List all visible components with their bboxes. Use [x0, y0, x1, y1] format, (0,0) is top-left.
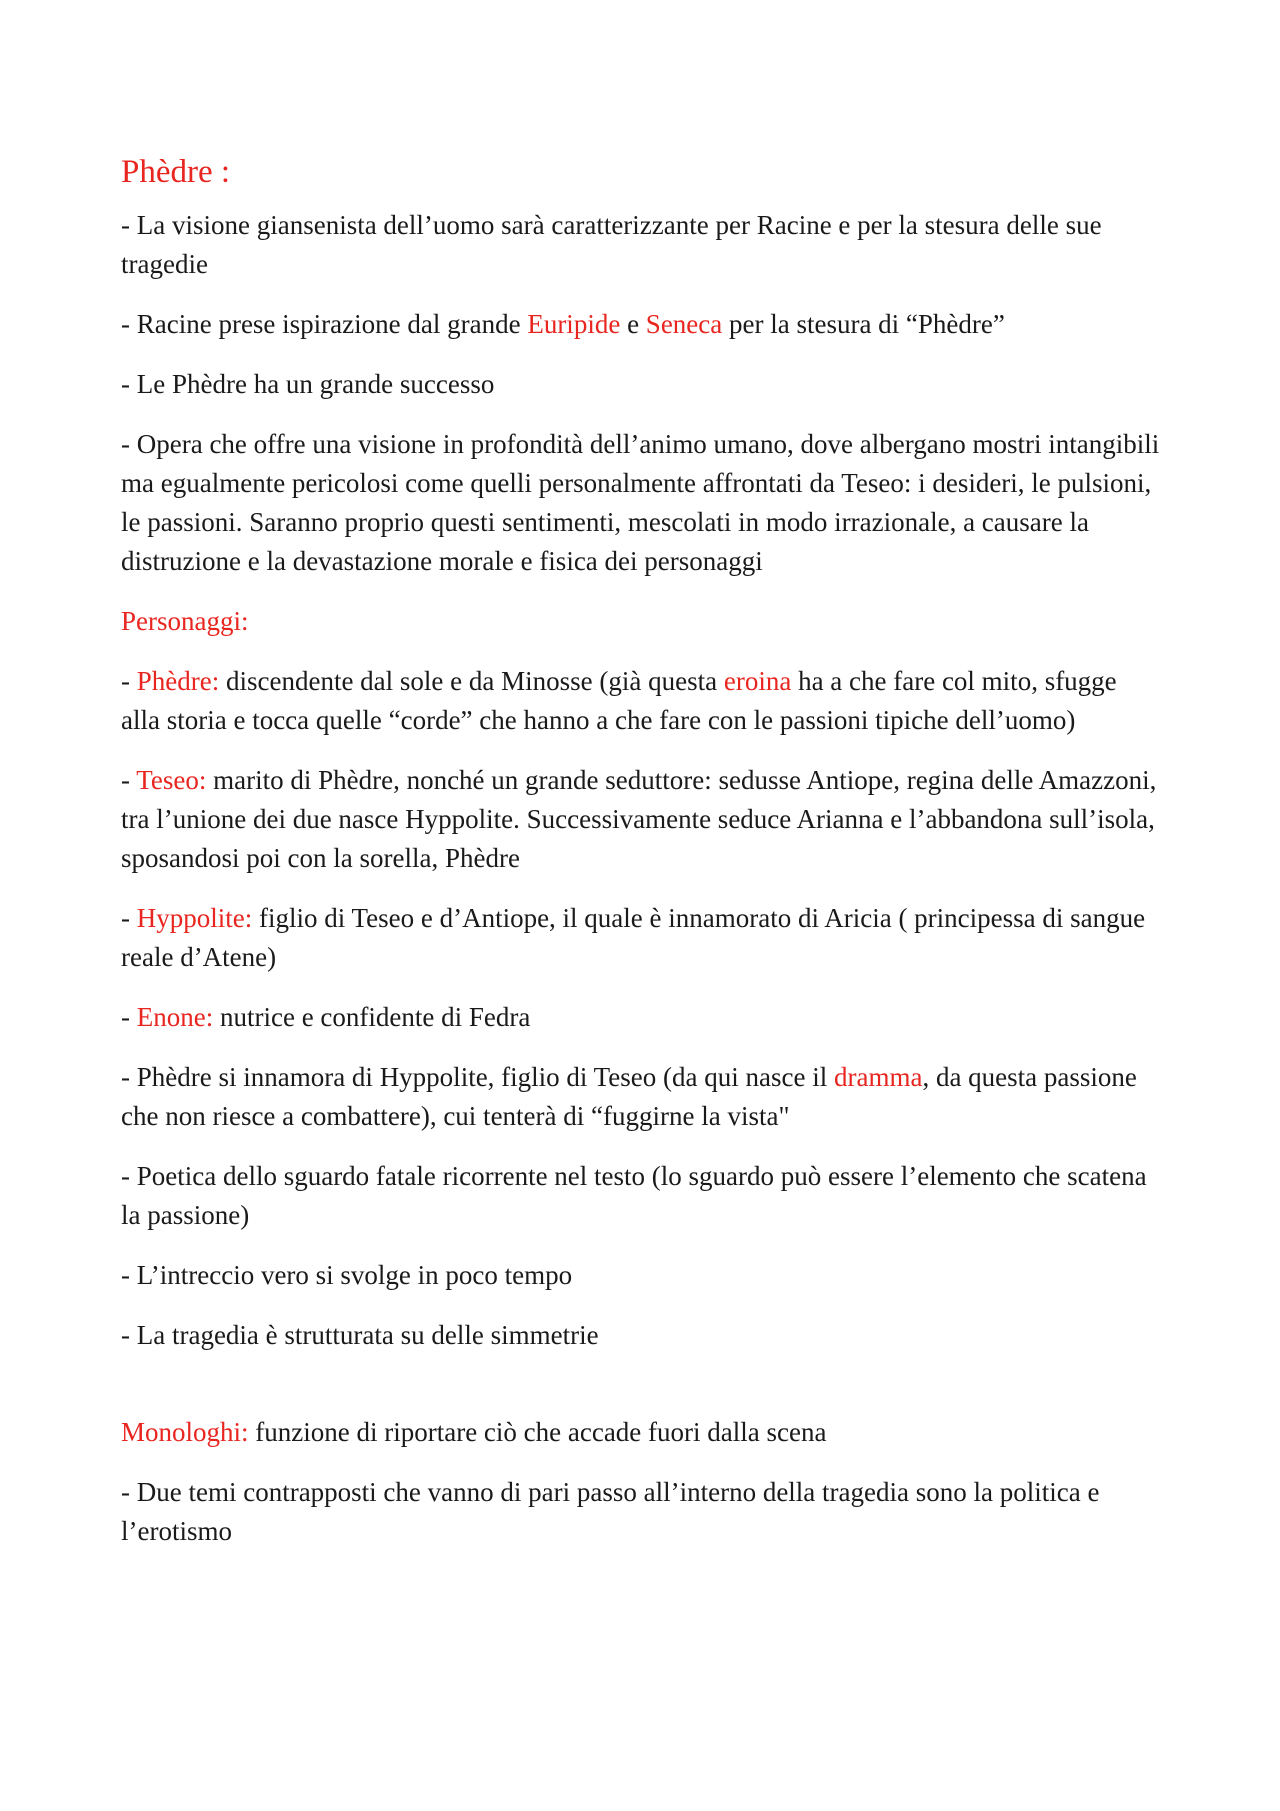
paragraph-successo: - Le Phèdre ha un grande successo: [121, 369, 495, 399]
highlight-dramma: dramma: [833, 1062, 923, 1092]
text-span: nutrice e confidente di Fedra: [213, 1002, 531, 1032]
text-span: ha a che fare col mito, sfugge alla storia e tocca quelle “corde” che hanno a che fare con le passioni tipiche dell’uomo): [121, 666, 1117, 735]
paragraph-dramma: [121, 1058, 1161, 1136]
spacer: [121, 1376, 1161, 1413]
paragraph-poetica: - Poetica dello sguardo fatale ricorrente nel testo (lo sguardo può essere l’elemento che scatena la passione): [121, 1161, 1147, 1230]
heading-personaggi: Personaggi:: [121, 606, 249, 636]
highlight-eroina: eroina: [723, 666, 792, 696]
text-span: funzione di riportare ciò che accade fuori dalla scena: [248, 1417, 827, 1447]
text-span: marito di Phèdre, nonché un grande seduttore: sedusse Antiope, regina delle Amazzoni, tra l’unione dei due nasce Hyppolite. Successivamente seduce Arianna e l’abbandona sull’isola, sposandosi poi con la sorella, Phèdre: [121, 765, 1157, 873]
paragraph-simmetrie: - La tragedia è strutturata su delle simmetrie: [121, 1320, 599, 1350]
character-name-hyppolite: Hyppolite:: [136, 903, 253, 933]
paragraph-ispirazione: [121, 305, 1161, 344]
dash: -: [121, 903, 137, 933]
text-span: figlio di Teseo e d’Antiope, il quale è innamorato di Aricia ( principessa di sangue reale d’Atene): [121, 903, 1146, 972]
paragraph-intreccio: - L’intreccio vero si svolge in poco tempo: [121, 1260, 573, 1290]
document-title: Phèdre :: [121, 154, 231, 190]
text-span: , da questa passione che non riesce a combattere), cui tenterà di “fuggirne la vista": [121, 1062, 1137, 1131]
character-name-phedre: Phèdre:: [136, 666, 220, 696]
dash: -: [121, 1002, 137, 1032]
text-span: - Phèdre si innamora di Hyppolite, figlio di Teseo (da qui nasce il: [121, 1062, 834, 1092]
paragraph-opera: - Opera che offre una visione in profondità dell’animo umano, dove albergano mostri intangibili ma egualmente pericolosi come quelli personalmente affrontati da Teseo: i desideri, le pulsioni, le passioni. Saranno proprio questi sentimenti, mescolati in modo irrazionale, a causare la distruzione e la devastazione morale e fisica dei personaggi: [121, 429, 1160, 576]
paragraph-giansenismo: - La visione giansenista dell’uomo sarà caratterizzante per Racine e per la stesura delle sue tragedie: [121, 210, 1102, 279]
character-teseo: [121, 761, 1161, 878]
character-phedre: [121, 662, 1161, 740]
character-name-enone: Enone:: [136, 1002, 214, 1032]
text-span: discendente dal sole e da Minosse (già questa: [219, 666, 724, 696]
dash: -: [121, 666, 137, 696]
text-span: per la stesura di “Phèdre”: [722, 309, 1005, 339]
text-span: e: [620, 309, 646, 339]
paragraph-monologhi: [121, 1413, 1161, 1452]
document-page: [121, 150, 1161, 1572]
paragraph-temi: - Due temi contrapposti che vanno di pari passo all’interno della tragedia sono la politica e l’erotismo: [121, 1477, 1100, 1546]
character-name-teseo: Teseo:: [136, 765, 207, 795]
character-enone: [121, 998, 1161, 1037]
dash: -: [121, 765, 137, 795]
heading-monologhi: Monologhi:: [121, 1417, 249, 1447]
highlight-seneca: Seneca: [645, 309, 723, 339]
character-hyppolite: [121, 899, 1161, 977]
highlight-euripide: Euripide: [527, 309, 621, 339]
text-span: - Racine prese ispirazione dal grande: [121, 309, 528, 339]
